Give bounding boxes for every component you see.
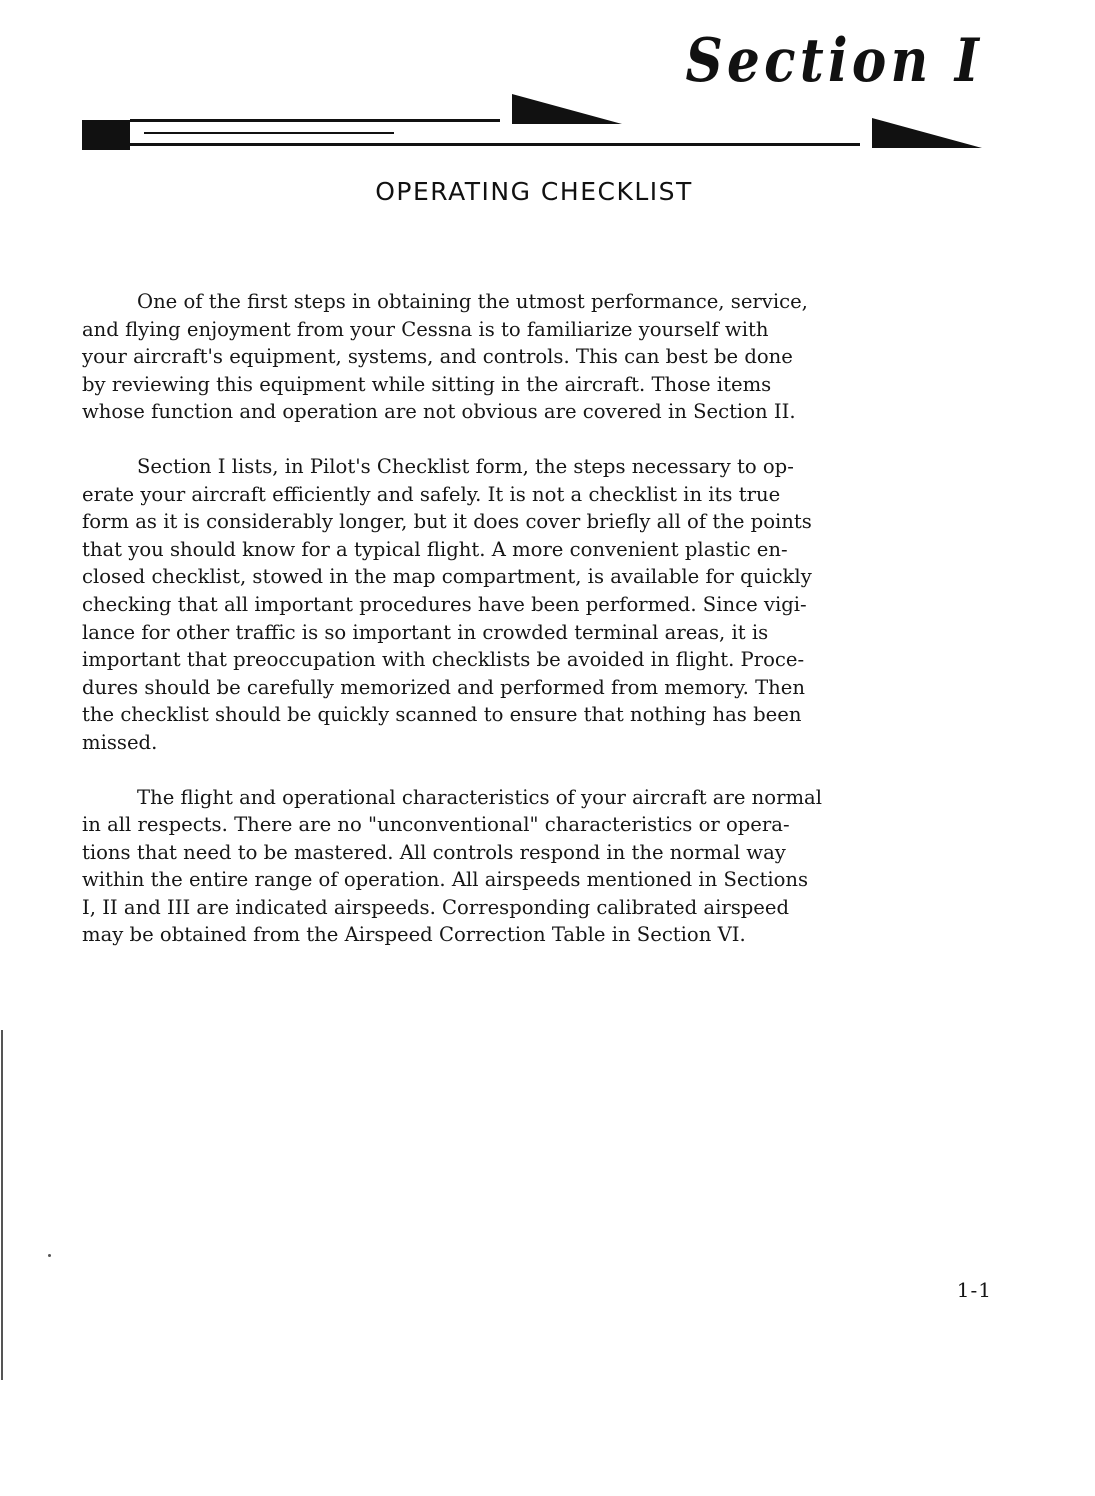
text-line: the checklist should be quickly scanned to ensure that nothing has been <box>82 703 802 727</box>
text-line: form as it is considerably longer, but it does cover briefly all of the points <box>82 510 812 534</box>
scan-speck <box>48 1254 51 1257</box>
header-rule-lower-line <box>130 143 860 146</box>
text-line: may be obtained from the Airspeed Correction Table in Section VI. <box>82 923 746 947</box>
header-rule-block <box>82 120 130 150</box>
text-line: One of the first steps in obtaining the utmost performance, service, <box>137 290 808 313</box>
text-line: erate your aircraft efficiently and safely. It is not a checklist in its true <box>82 482 781 506</box>
text-line: in all respects. There are no "unconventional" characteristics or opera- <box>82 813 790 837</box>
paragraph <box>82 784 1004 950</box>
header-rule-lower-pointer-icon <box>872 118 982 148</box>
paragraph <box>82 288 1004 426</box>
section-header-rule <box>82 84 982 154</box>
text-line: I, II and III are indicated airspeeds. Corresponding calibrated airspeed <box>82 895 790 919</box>
text-line: dures should be carefully memorized and performed from memory. Then <box>82 675 805 699</box>
text-line: Section I lists, in Pilot's Checklist form, the steps necessary to op- <box>137 454 794 478</box>
header-rule-upper-line <box>130 119 500 122</box>
text-line: within the entire range of operation. All airspeeds mentioned in Sections <box>82 868 809 892</box>
text-line: important that preoccupation with checklists be avoided in flight. Proce- <box>82 648 805 672</box>
scan-edge-shadow <box>1 1030 3 1380</box>
text-line: The flight and operational characteristics of your aircraft are normal <box>137 785 822 809</box>
text-line: and flying enjoyment from your Cessna is to familiarize yourself with <box>82 317 769 341</box>
text-line: that you should know for a typical flight. A more convenient plastic en- <box>82 537 788 561</box>
body-text <box>82 288 1004 976</box>
text-line: checking that all important procedures have been performed. Since vigi- <box>82 592 807 616</box>
page-heading: OPERATING CHECKLIST <box>375 177 693 206</box>
header-rule-upper-pointer-icon <box>512 94 622 124</box>
text-line: lance for other traffic is so important in crowded terminal areas, it is <box>82 620 769 644</box>
text-line: closed checklist, stowed in the map compartment, is available for quickly <box>82 565 812 589</box>
text-line: by reviewing this equipment while sitting in the aircraft. Those items <box>82 372 772 396</box>
paragraph <box>82 453 1004 757</box>
page-number: 1-1 <box>956 1278 992 1302</box>
header-rule-inner-line <box>144 132 394 134</box>
text-line: your aircraft's equipment, systems, and controls. This can best be done <box>82 345 793 369</box>
section-title: Section I <box>685 26 983 96</box>
text-line: missed. <box>82 730 158 754</box>
text-line: tions that need to be mastered. All controls respond in the normal way <box>82 840 786 864</box>
text-line: whose function and operation are not obvious are covered in Section II. <box>82 400 796 424</box>
